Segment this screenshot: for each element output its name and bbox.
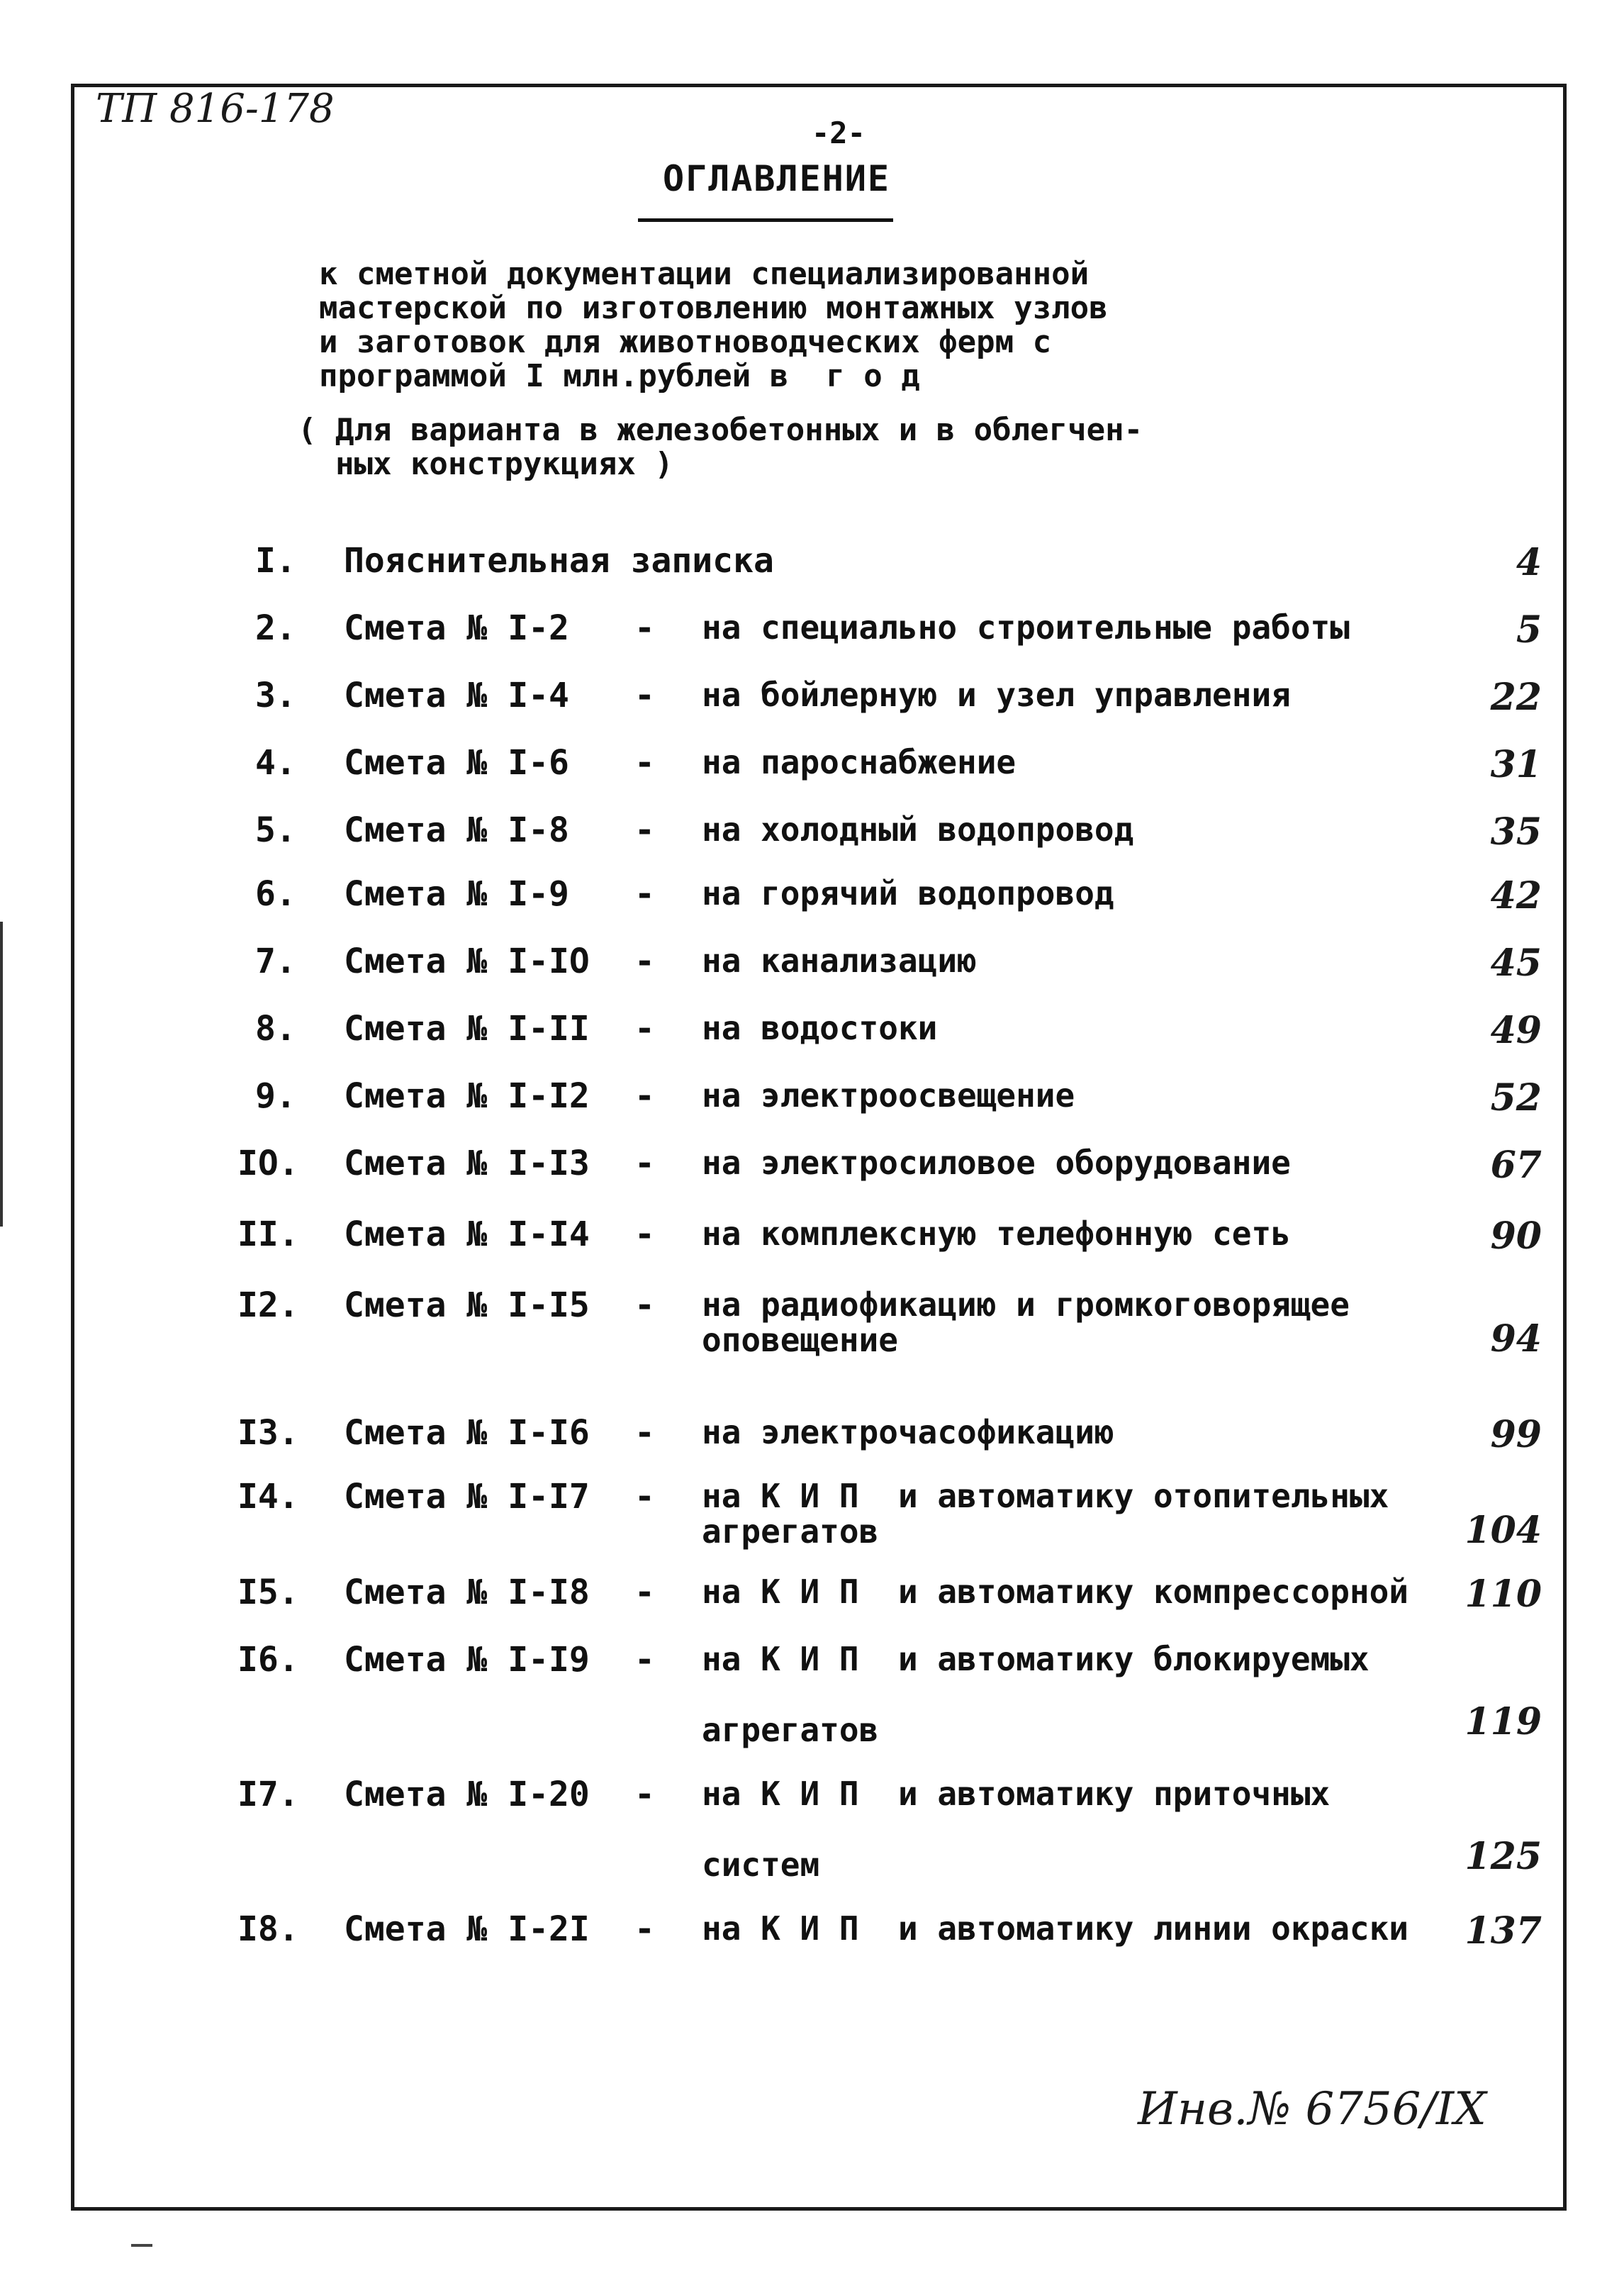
toc-item-description: на водостоки bbox=[702, 1009, 938, 1047]
toc-item-description: на канализацию bbox=[702, 942, 977, 980]
toc-item-code: Смета № I-9 bbox=[344, 874, 569, 914]
toc-item-page: 42 bbox=[1490, 874, 1542, 917]
toc-item-dash: - bbox=[634, 608, 655, 648]
toc-item-page: 35 bbox=[1490, 810, 1542, 854]
scan-edge-mark bbox=[0, 922, 3, 1227]
toc-item-code: Смета № I-I3 bbox=[344, 1144, 590, 1183]
toc-item-number: I3. bbox=[237, 1413, 299, 1453]
toc-item-page: 125 bbox=[1465, 1835, 1542, 1878]
document-subtitle: к сметной документации специализированной мастерской по изготовлению монтажных узлов и заготовок для животноводческих ферм с программой I млн.рублей в г о д bbox=[319, 256, 1108, 394]
toc-item-description: на комплексную телефонную сеть bbox=[702, 1214, 1291, 1253]
toc-item-number: I7. bbox=[237, 1775, 299, 1814]
scan-bottom-mark bbox=[131, 2244, 152, 2247]
toc-item-description: на К И П и автоматику приточных систем bbox=[702, 1775, 1331, 1884]
toc-item-dash: - bbox=[634, 1477, 655, 1517]
toc-item-dash: - bbox=[634, 743, 655, 783]
toc-item-page: 94 bbox=[1490, 1317, 1542, 1361]
toc-item-description: на специально строительные работы bbox=[702, 608, 1350, 647]
toc-item-dash: - bbox=[634, 1413, 655, 1453]
toc-item-page: 49 bbox=[1490, 1009, 1542, 1052]
toc-item-number: 9. bbox=[255, 1076, 296, 1116]
toc-item-number: 8. bbox=[255, 1009, 296, 1049]
document-frame bbox=[71, 84, 1567, 2211]
toc-item-number: I. bbox=[255, 541, 296, 581]
toc-item-code: Смета № I-2I bbox=[344, 1909, 590, 1949]
title-underline bbox=[638, 218, 893, 222]
toc-item-number: IO. bbox=[237, 1144, 299, 1183]
toc-item-number: 4. bbox=[255, 743, 296, 783]
toc-item-dash: - bbox=[634, 1640, 655, 1680]
toc-item-description: на электросиловое оборудование bbox=[702, 1144, 1291, 1182]
toc-item-code: Смета № I-II bbox=[344, 1009, 590, 1049]
toc-item-page: 45 bbox=[1490, 942, 1542, 985]
toc-item-dash: - bbox=[634, 810, 655, 850]
toc-item-page: 31 bbox=[1490, 743, 1542, 786]
toc-item-description: на холодный водопровод bbox=[702, 810, 1134, 849]
toc-item-number: I2. bbox=[237, 1285, 299, 1325]
toc-item-code: Смета № I-6 bbox=[344, 743, 569, 783]
toc-item-dash: - bbox=[634, 874, 655, 914]
toc-item-description: на бойлерную и узел управления bbox=[702, 676, 1291, 714]
page-number: -2- bbox=[812, 116, 866, 150]
toc-item-dash: - bbox=[634, 1144, 655, 1183]
toc-item-page: 104 bbox=[1465, 1509, 1542, 1552]
toc-item-page: 99 bbox=[1490, 1413, 1542, 1456]
toc-item-dash: - bbox=[634, 1009, 655, 1049]
toc-item-description: на пароснабжение bbox=[702, 743, 1017, 781]
toc-item-code: Смета № I-I9 bbox=[344, 1640, 590, 1680]
toc-item-page: 110 bbox=[1465, 1573, 1542, 1616]
toc-item-page: 137 bbox=[1465, 1909, 1542, 1953]
toc-item-description: на К И П и автоматику компрессорной bbox=[702, 1573, 1409, 1611]
toc-item-dash: - bbox=[634, 1775, 655, 1814]
toc-item-number: 6. bbox=[255, 874, 296, 914]
toc-item-number: II. bbox=[237, 1214, 299, 1254]
toc-item-description: на К И П и автоматику блокируемых агрегатов bbox=[702, 1640, 1370, 1749]
toc-item-page: 22 bbox=[1490, 676, 1542, 719]
toc-item-code: Смета № I-I8 bbox=[344, 1573, 590, 1612]
toc-item-page: 90 bbox=[1490, 1214, 1542, 1258]
toc-item-code: Смета № I-IO bbox=[344, 942, 590, 981]
toc-item-code: Смета № I-I4 bbox=[344, 1214, 590, 1254]
toc-item-number: 2. bbox=[255, 608, 296, 648]
toc-item-code: Смета № I-20 bbox=[344, 1775, 590, 1814]
toc-item-description: на радиофикацию и громкоговорящее оповещение bbox=[702, 1285, 1350, 1359]
toc-item-description: на горячий водопровод bbox=[702, 874, 1114, 912]
variant-note: ( Для варианта в железобетонных и в облегчен- ных конструкциях ) bbox=[298, 412, 1143, 482]
toc-item-dash: - bbox=[634, 1909, 655, 1949]
toc-item-code: Смета № I-4 bbox=[344, 676, 569, 715]
toc-item-number: 7. bbox=[255, 942, 296, 981]
toc-item-number: 5. bbox=[255, 810, 296, 850]
toc-item-code: Пояснительная записка bbox=[344, 541, 774, 581]
toc-item-number: I5. bbox=[237, 1573, 299, 1612]
toc-item-code: Смета № I-I5 bbox=[344, 1285, 590, 1325]
toc-item-code: Смета № I-2 bbox=[344, 608, 569, 648]
toc-item-dash: - bbox=[634, 1214, 655, 1254]
toc-item-number: 3. bbox=[255, 676, 296, 715]
toc-item-dash: - bbox=[634, 942, 655, 981]
toc-item-number: I6. bbox=[237, 1640, 299, 1680]
toc-item-page: 5 bbox=[1516, 608, 1542, 652]
toc-item-page: 4 bbox=[1516, 541, 1542, 584]
inventory-number: Инв.№ 6756/IX bbox=[1138, 2083, 1486, 2135]
toc-item-dash: - bbox=[634, 1285, 655, 1325]
toc-item-page: 67 bbox=[1490, 1144, 1542, 1187]
toc-item-description: на электрочасофикацию bbox=[702, 1413, 1114, 1451]
toc-item-dash: - bbox=[634, 1573, 655, 1612]
toc-item-dash: - bbox=[634, 676, 655, 715]
toc-item-page: 52 bbox=[1490, 1076, 1542, 1119]
toc-item-code: Смета № I-I2 bbox=[344, 1076, 590, 1116]
toc-item-number: I8. bbox=[237, 1909, 299, 1949]
toc-item-code: Смета № I-I6 bbox=[344, 1413, 590, 1453]
toc-item-page: 119 bbox=[1465, 1700, 1542, 1743]
toc-item-description: на электроосвещение bbox=[702, 1076, 1075, 1115]
page-title: ОГЛАВЛЕНИЕ bbox=[663, 158, 891, 199]
toc-item-dash: - bbox=[634, 1076, 655, 1116]
toc-item-code: Смета № I-I7 bbox=[344, 1477, 590, 1517]
toc-item-number: I4. bbox=[237, 1477, 299, 1517]
toc-item-description: на К И П и автоматику линии окраски bbox=[702, 1909, 1409, 1948]
toc-item-description: на К И П и автоматику отопительных агрегатов bbox=[702, 1477, 1389, 1551]
toc-item-code: Смета № I-8 bbox=[344, 810, 569, 850]
document-designation: ТП 816-178 bbox=[96, 86, 335, 132]
